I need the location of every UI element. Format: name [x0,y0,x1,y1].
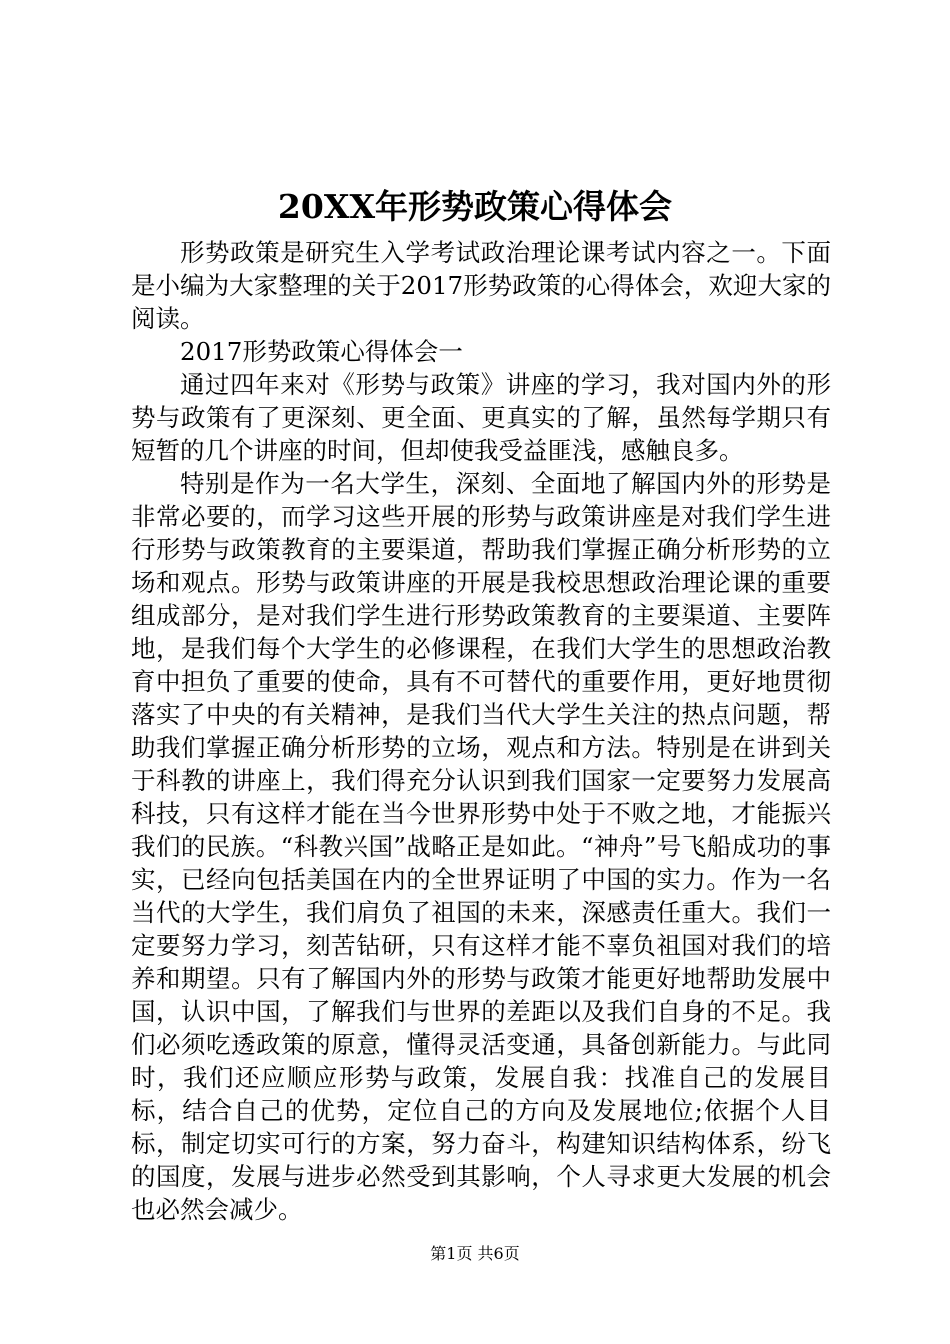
page-title: 20XX年形势政策心得体会 [277,187,673,226]
body-paragraph: 特别是作为一名大学生，深刻、全面地了解国内外的形势是非常必要的，而学习这些开展的形势与政策讲座是对我们学生进行形势与政策教育的主要渠道，帮助我们掌握正确分析形势的立场和观点。形势与政策讲座的开展是我校思想政治理论课的重要组成部分，是对我们学生进行形势政策教育的主要渠道、主要阵地，是我们每个大学生的必修课程，在我们大学生的思想政治教育中担负了重要的使命，具有不可替代的重要作用，更好地贯彻落实了中央的有关精神，是我们当代大学生关注的热点问题，帮助我们掌握正确分析形势的立场，观点和方法。特别是在讲到关于科教的讲座上，我们得充分认识到我们国家一定要努力发展高科技，只有这样才能在当今世界形势中处于不败之地，才能振兴我们的民族。“科教兴国”战略正是如此。“神舟”号飞船成功的事实，已经向包括美国在内的全世界证明了中国的实力。作为一名当代的大学生，我们肩负了祖国的未来，深感责任重大。我们一定要努力学习，刻苦钻研，只有这样才能不辜负祖国对我们的培养和期望。只有了解国内外的形势与政策才能更好地帮助发展中国，认识中国，了解我们与世界的差距以及我们自身的不足。我们必须吃透政策的原意，懂得灵活变通，具备创新能力。与此同时，我们还应顺应形势与政策，发展自我：找准自己的发展目标，结合自己的优势，定位自己的方向及发展地位;依据个人目标，制定切实可行的方案，努力奋斗，构建知识结构体系，纷飞的国度，发展与进步必然受到其影响，个人寻求更大发展的机会也必然会减少。 [131,469,831,1224]
body-paragraph: 通过四年来对《形势与政策》讲座的学习，我对国内外的形势与政策有了更深刻、更全面、更真实的了解，虽然每学期只有短暂的几个讲座的时间，但却使我受益匪浅，感触良多。 [131,370,831,465]
section-heading: 2017形势政策心得体会一 [180,337,463,366]
page-footer: 第1页 共6页 [430,1244,520,1263]
intro-paragraph: 形势政策是研究生入学考试政治理论课考试内容之一。下面是小编为大家整理的关于2017形势政策的心得体会，欢迎大家的阅读。 [131,238,831,333]
document-body [131,236,831,1226]
